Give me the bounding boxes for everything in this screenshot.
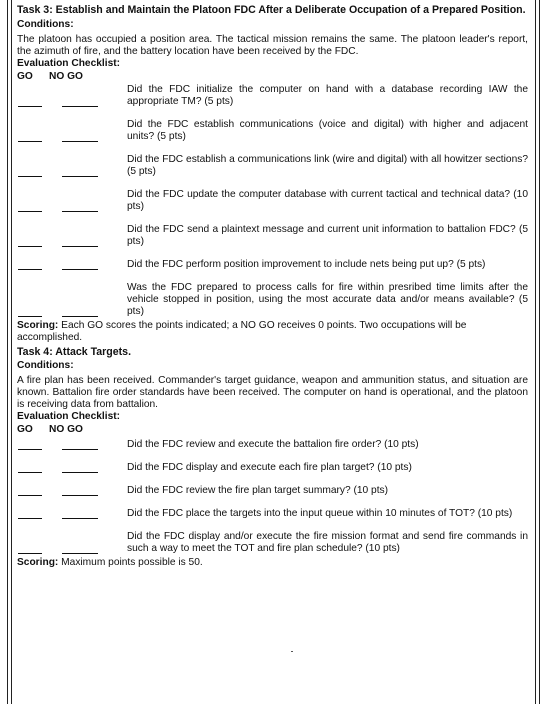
answer-blanks	[17, 485, 127, 497]
task3-checklist-label: Evaluation Checklist:	[17, 57, 121, 69]
task3-checklist-item	[17, 282, 528, 318]
task4-checklist-label: Evaluation Checklist:	[17, 411, 121, 422]
task3-checklist-item	[17, 224, 528, 248]
checklist-question: Did the FDC review and execute the battalion fire order? (10 pts)	[127, 439, 419, 450]
checklist-question: Did the FDC initialize the computer on hand with a database recording IAW the appropriate TM? (5 pts)	[127, 83, 528, 107]
left-margin-line-inner	[11, 0, 12, 704]
answer-blanks	[17, 508, 127, 520]
task4-checklist-item	[17, 531, 528, 555]
checklist-question: Did the FDC send a plaintext message and current unit information to battalion FDC? (5 pts)	[127, 223, 528, 247]
task3-title: Task 3: Establish and Maintain the Platoon FDC After a Deliberate Occupation of a Prepared Position.	[17, 4, 526, 16]
nogo-blank[interactable]	[62, 449, 98, 450]
checklist-question: Did the FDC update the computer database with current tactical and technical data? (10 pts)	[127, 188, 528, 212]
task3-checklist-item	[17, 189, 528, 213]
nogo-blank[interactable]	[62, 141, 98, 142]
answer-blanks	[17, 259, 127, 271]
answer-blanks	[17, 531, 127, 555]
task4-scoring	[17, 557, 528, 569]
answer-blanks	[17, 119, 127, 143]
scoring-text: Each GO scores the points indicated; a NO GO receives 0 points. Two occupations will be accomplished.	[17, 319, 467, 343]
nogo-blank[interactable]	[62, 246, 98, 247]
nogo-blank[interactable]	[62, 553, 98, 554]
nogo-blank[interactable]	[62, 472, 98, 473]
task4-conditions-text: A fire plan has been received. Commander's target guidance, weapon and ammunition status, and situation are known. Battalion fire order standards have been received. The computer on hand is operational, and the platoon is receiving data from battalion.	[17, 375, 528, 410]
task3-checklist-item	[17, 154, 528, 178]
go-blank[interactable]	[18, 269, 42, 270]
go-blank[interactable]	[18, 316, 42, 317]
scoring-label: Scoring:	[17, 319, 59, 331]
answer-blanks	[17, 439, 127, 451]
go-blank[interactable]	[18, 472, 42, 473]
checklist-question: Did the FDC establish a communications link (wire and digital) with all howitzer sections? (5 pts)	[127, 153, 528, 177]
right-margin-line-outer	[539, 0, 540, 704]
checklist-question: Did the FDC establish communications (voice and digital) with higher and adjacent units? (5 pts)	[127, 118, 528, 142]
go-blank[interactable]	[18, 176, 42, 177]
task4-checklist-item	[17, 485, 528, 497]
nogo-column-label: NO GO	[49, 70, 83, 82]
checklist-question: Did the FDC display and/or execute the fire mission format and send fire commands in such a way to meet the TOT and fire plan schedule? (10 pts)	[127, 531, 528, 554]
answer-blanks	[17, 282, 127, 318]
nogo-blank[interactable]	[62, 316, 98, 317]
answer-blanks	[17, 154, 127, 178]
left-margin-line-outer	[7, 0, 8, 704]
go-column-label: GO	[17, 70, 33, 82]
checklist-question: Did the FDC perform position improvement to include nets being put up? (5 pts)	[127, 258, 486, 270]
task3-conditions-text: The platoon has occupied a position area. The tactical mission remains the same. The platoon leader's report, the azimuth of fire, and the battery location have been received by the FDC.	[17, 33, 528, 57]
scan-speck	[291, 651, 293, 652]
nogo-blank[interactable]	[62, 176, 98, 177]
nogo-column-label: NO GO	[49, 424, 83, 435]
task3-conditions-label: Conditions:	[17, 18, 74, 30]
task3-checklist-header	[17, 71, 528, 83]
go-blank[interactable]	[18, 518, 42, 519]
go-blank[interactable]	[18, 141, 42, 142]
task4-title: Task 4: Attack Targets.	[17, 345, 132, 358]
nogo-blank[interactable]	[62, 269, 98, 270]
task4-checklist-header	[17, 424, 528, 436]
checklist-question: Did the FDC place the targets into the input queue within 10 minutes of TOT? (10 pts)	[127, 508, 513, 519]
task4-checklist-item	[17, 439, 528, 451]
right-margin-line-inner	[535, 0, 536, 704]
go-blank[interactable]	[18, 246, 42, 247]
go-blank[interactable]	[18, 211, 42, 212]
task3-checklist-item	[17, 259, 528, 271]
checklist-question: Did the FDC review the fire plan target summary? (10 pts)	[127, 485, 389, 496]
task4-checklist-item	[17, 462, 528, 474]
scoring-label: Scoring:	[17, 557, 59, 568]
task4-conditions-label: Conditions:	[17, 360, 74, 371]
nogo-blank[interactable]	[62, 211, 98, 212]
answer-blanks	[17, 189, 127, 213]
checklist-question: Was the FDC prepared to process calls for fire within presribed time limits after the vehicle stopped in position, using the most accurate data and/or means available? (5 pts)	[127, 281, 528, 317]
nogo-blank[interactable]	[62, 518, 98, 519]
task3-scoring	[17, 320, 528, 344]
task3-checklist-item	[17, 84, 528, 108]
go-blank[interactable]	[18, 495, 42, 496]
go-column-label: GO	[17, 424, 33, 435]
document-page	[17, 4, 528, 569]
answer-blanks	[17, 224, 127, 248]
scoring-text: Maximum points possible is 50.	[61, 557, 203, 568]
nogo-blank[interactable]	[62, 495, 98, 496]
nogo-blank[interactable]	[62, 106, 98, 107]
go-blank[interactable]	[18, 449, 42, 450]
go-blank[interactable]	[18, 106, 42, 107]
answer-blanks	[17, 84, 127, 108]
answer-blanks	[17, 462, 127, 474]
task3-checklist-item	[17, 119, 528, 143]
checklist-question: Did the FDC display and execute each fire plan target? (10 pts)	[127, 462, 412, 473]
task4-checklist-item	[17, 508, 528, 520]
go-blank[interactable]	[18, 553, 42, 554]
